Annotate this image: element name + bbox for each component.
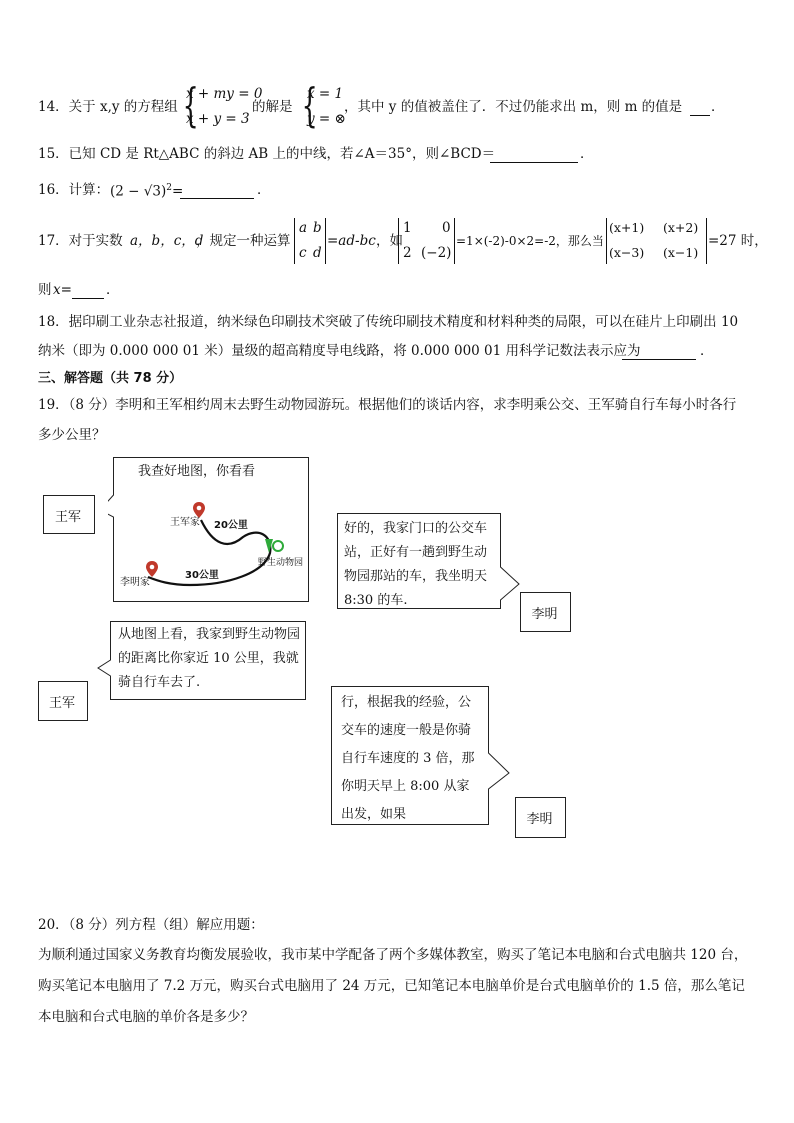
q15-text: 15．已知 CD 是 Rt△ABC 的斜边 AB 上的中线，若∠A＝35°，则∠BCD＝ — [38, 146, 496, 162]
name-label-li: 李明 — [526, 812, 553, 827]
determinant-bar — [398, 218, 399, 264]
q16-equals: = — [171, 183, 184, 200]
q18-line-1: 18．据印刷工业杂志社报道，纳米绿色印刷技术突破了传统印刷技术精度和材料种类的局限，可以在硅片上印刷出 10 — [38, 314, 739, 330]
determinant-bar — [606, 218, 607, 264]
bubble-3-text: 从地图上看，我家到野生动物园的距离比你家近 10 公里，我就骑自行车去了. — [118, 627, 301, 690]
m3-d: (x−1) — [663, 245, 699, 260]
left-brace-icon: { — [182, 78, 199, 132]
bubble-2-text: 好的，我家门口的公交车站，正好有一趟到野生动物园那站的车，我坐明天 8:30 的车. — [344, 521, 488, 608]
name-label-li: 李明 — [531, 607, 558, 622]
answer-blank[interactable] — [72, 284, 104, 299]
q16-expression — [110, 184, 183, 199]
m3-b: (x+2) — [663, 220, 699, 235]
section-heading: 三、解答题（共 78 分） — [38, 371, 183, 386]
q14-end: ． — [711, 99, 725, 115]
q16-expr: (2 − √3) — [110, 183, 167, 200]
q17-def: =ad-bc — [327, 233, 376, 249]
bubble-4-text: 行，根据我的经验，公交车的速度一般是你骑自行车速度的 3 倍，那你明天早上 8:00 从家出发，如果 — [341, 695, 475, 822]
zoo-logo-icon — [263, 535, 287, 555]
m1-b: b — [313, 220, 322, 236]
q20-title: 20．（8 分）列方程（组）解应用题： — [38, 917, 264, 933]
map-label-zoo: 野生动物园 — [258, 558, 304, 568]
q14-suffix: ，其中 y 的值被盖住了．不过仍能求出 m，则 m 的值是 — [344, 99, 683, 115]
q16-exponent: 2 — [166, 183, 172, 193]
q18-line-2: 纳米（即为 0.000 000 01 米）量级的超高精度导电线路，将 0.000 000 01 用科学记数法表示应为 — [38, 343, 641, 359]
q17-x: x= — [53, 282, 72, 298]
q17-end: ． — [106, 282, 120, 298]
name-label-wang: 王军 — [48, 696, 75, 711]
q18-end: ． — [700, 343, 714, 359]
q17-result: =27 时， — [708, 233, 768, 249]
q17-prefix: 17．对于实数 — [38, 233, 123, 249]
q20-body: 为顺利通过国家义务教育均衡发展验收，我市某中学配备了两个多媒体教室，购买了笔记本电脑和台式电脑共 120 台，购买笔记本电脑用了 7.2 万元，购买台式电脑用了 24 万元，已知笔记本电脑单价是台式电脑单价的 1.5 倍，那么笔记本电脑和台式电脑的单价各是多少？ — [38, 947, 748, 1025]
answer-blank[interactable] — [690, 101, 710, 116]
m2-c: 2 — [403, 245, 412, 261]
determinant-bar — [706, 218, 707, 264]
q17-calc: =1×(-2)-0×2=-2，那么当 — [456, 234, 604, 248]
q14-equation-1: x + my = 0 — [186, 86, 263, 102]
q17-such: ，如 — [376, 233, 403, 249]
q17-vars: a，b，c，d — [130, 233, 204, 249]
m2-d: (−2) — [421, 245, 452, 261]
m1-d: d — [313, 245, 322, 261]
q14-solution-2: y = ⊗ — [307, 111, 346, 127]
m1-c: c — [299, 245, 307, 261]
name-label-wang: 王军 — [54, 510, 81, 525]
left-brace-icon: { — [301, 78, 318, 132]
map-label-distance-2: 30公里 — [185, 570, 219, 581]
answer-blank[interactable] — [180, 184, 254, 199]
bubble-1-text: 我查好地图，你看看 — [138, 464, 256, 479]
determinant-bar — [454, 218, 455, 264]
q14-prefix: 14．关于 x,y 的方程组 — [38, 99, 178, 115]
m2-b: 0 — [442, 220, 451, 236]
m2-a: 1 — [403, 220, 412, 236]
q14-equation-2: x + y = 3 — [186, 111, 250, 127]
q19-line-2: 多少公里？ — [38, 427, 106, 443]
q16-end: ． — [257, 182, 271, 198]
map-pin-icon — [145, 560, 159, 578]
m1-a: a — [299, 220, 308, 236]
q19-line-1: 19．（8 分）李明和王军相约周末去野生动物园游玩。根据他们的谈话内容，求李明乘公交、王军骑自行车每小时各行 — [38, 397, 737, 413]
q14-solution-1: x = 1 — [307, 86, 344, 102]
map-label-distance-1: 20公里 — [214, 520, 248, 531]
answer-blank[interactable] — [622, 345, 696, 360]
q17-rule: ，规定一种运算 — [196, 233, 291, 249]
m3-c: (x−3) — [609, 245, 645, 260]
q15-end: ． — [580, 146, 594, 162]
q16-prefix: 16．计算： — [38, 182, 110, 198]
q14-mid: 的解是 — [252, 99, 293, 115]
determinant-bar — [325, 218, 326, 264]
m3-a: (x+1) — [609, 220, 645, 235]
determinant-bar — [294, 218, 295, 264]
map-label-wang-home: 王军家 — [170, 517, 200, 528]
q17-then: 则 — [38, 282, 52, 298]
answer-blank[interactable] — [490, 148, 578, 163]
map-label-li-home: 李明家 — [120, 577, 150, 588]
